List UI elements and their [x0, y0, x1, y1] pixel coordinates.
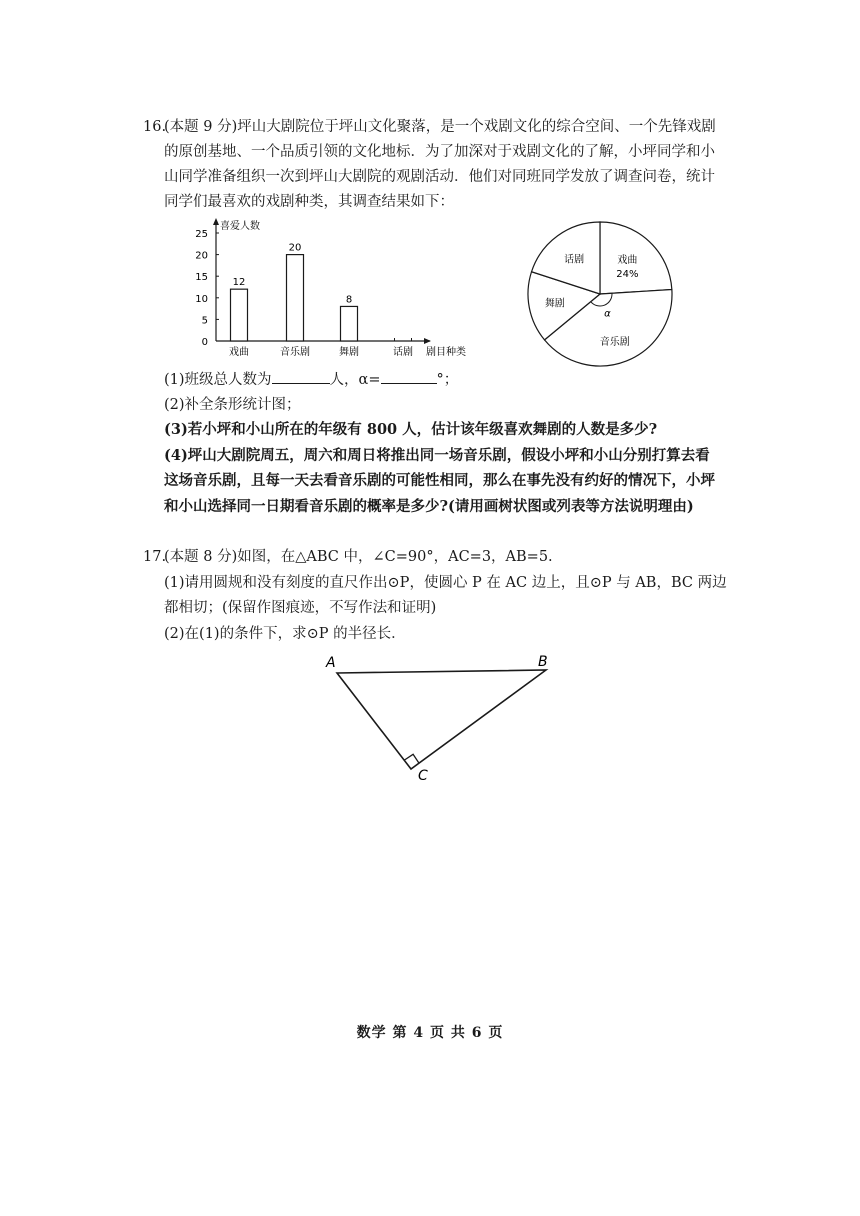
q16-sub-4-line-3: 和小山选择同一日期看音乐剧的概率是多少?(请用画树状图或列表等方法说明理由): [164, 498, 694, 515]
q17-line-1: (本题 8 分)如图，在△ABC 中，∠C=90°，AC=3，AB=5.: [164, 549, 553, 565]
right-angle-marker: [405, 754, 419, 763]
vertex-label-a: A: [326, 655, 336, 671]
question-17-number: 17.: [143, 549, 167, 565]
vertex-label-c: C: [418, 768, 428, 784]
y-tick-label: 25: [195, 229, 208, 240]
pie-percent-label: 24%: [616, 268, 639, 280]
q17-line-2: (1)请用圆规和没有刻度的直尺作出⊙P，使圆心 P 在 AC 边上，且⊙P 与 AB，BC 两边: [164, 575, 727, 591]
x-tick-label: 音乐剧: [280, 347, 310, 358]
x-tick-label: 话剧: [393, 347, 413, 358]
triangle-abc: [337, 670, 546, 769]
q16-sub-4-line-1: (4)坪山大剧院周五，周六和周日将推出同一场音乐剧，假设小坪和小山分别打算去看: [164, 447, 710, 464]
page-footer: 数学 第 4 页 共 6 页: [356, 1025, 504, 1041]
x-axis-label: 剧目种类: [426, 347, 466, 358]
q17-line-4: (2)在(1)的条件下，求⊙P 的半径长．: [164, 626, 406, 642]
bar-data-label: 12: [232, 277, 246, 289]
x-axis-arrow: [424, 338, 431, 344]
bar-data-label: 20: [288, 242, 302, 254]
alpha-angle-label: α: [604, 308, 611, 320]
y-tick-label: 20: [195, 250, 208, 262]
answer-blank-alpha[interactable]: [381, 369, 437, 384]
q16-line-2: 的原创基地、一个品质引领的文化地标．为了加深对于戏剧文化的了解，小坪同学和小: [164, 144, 715, 160]
q16-line-4: 同学们最喜欢的戏剧种类，其调查结果如下：: [164, 194, 454, 210]
y-axis-label: 喜爱人数: [220, 221, 260, 232]
y-tick-label: 0: [201, 337, 208, 348]
bar-data-label: 8: [345, 294, 353, 306]
pie-slice-label: 话剧: [564, 254, 585, 266]
pie-slice-label: 音乐剧: [599, 337, 630, 349]
q16-sub-1: [164, 369, 724, 390]
q16-sub-4-line-2: 这场音乐剧，且每一天去看音乐剧的可能性相同，那么在事先没有约好的情况下，小坪: [164, 472, 715, 489]
triangle-abc-figure: [320, 648, 570, 788]
y-tick-label: 5: [201, 315, 208, 327]
y-axis-arrow: [213, 218, 219, 225]
question-16-number: 16.: [143, 119, 167, 135]
y-tick-label: 15: [195, 272, 208, 284]
q16-sub-1-b: 人，α=: [329, 372, 381, 388]
q16-sub-2: (2)补全条形统计图；: [164, 397, 301, 413]
q16-sub-1-c: °；: [436, 372, 459, 388]
q17-line-3: 都相切；(保留作图痕迹，不写作法和证明): [164, 600, 437, 616]
y-tick-label: 10: [195, 293, 208, 305]
bar: [231, 289, 248, 341]
q16-line-1: (本题 9 分)坪山大剧院位于坪山文化聚落，是一个戏剧文化的综合空间、一个先锋戏剧: [164, 119, 716, 135]
q16-sub-3: (3)若小坪和小山所在的年级有 800 人，估计该年级喜欢舞剧的人数是多少?: [164, 421, 658, 438]
q16-sub-1-a: (1)班级总人数为: [164, 372, 272, 388]
vertex-label-b: B: [538, 654, 548, 670]
pie-slice-label: 舞剧: [544, 298, 565, 310]
q16-line-3: 山同学准备组织一次到坪山大剧院的观剧活动．他们对同班同学发放了调查问卷，统计: [164, 169, 715, 185]
bar: [341, 306, 358, 341]
bar-chart: [180, 215, 490, 365]
pie-chart: [520, 212, 680, 372]
pie-slice-label: 戏曲: [617, 254, 638, 266]
answer-blank-total[interactable]: [272, 369, 330, 384]
x-tick-label: 舞剧: [339, 347, 359, 358]
bar: [287, 255, 304, 341]
x-tick-label: 戏曲: [229, 347, 249, 358]
